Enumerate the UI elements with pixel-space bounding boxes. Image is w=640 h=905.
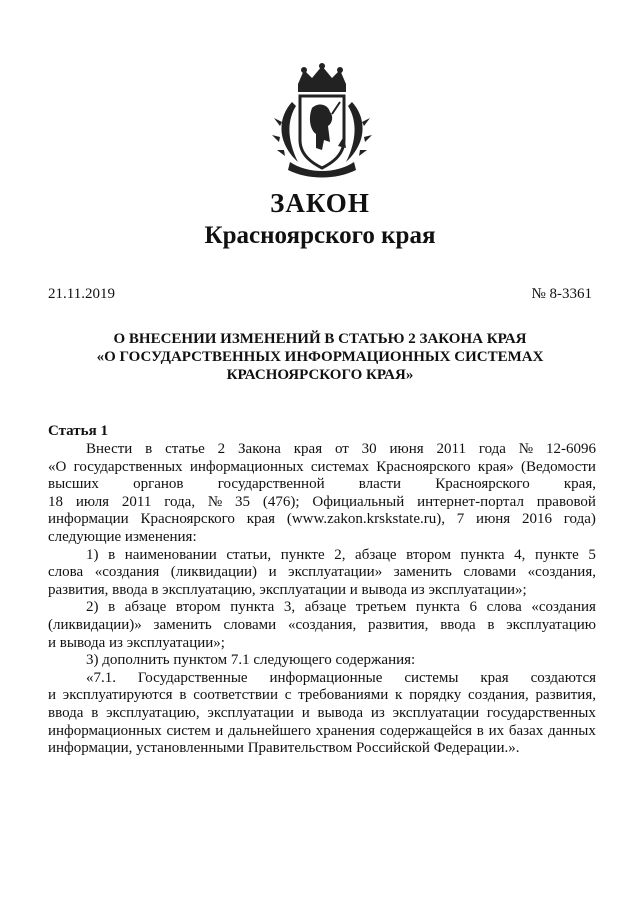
body-word: пункта <box>415 599 460 616</box>
body-word: к <box>395 687 403 704</box>
body-word: развития, <box>368 616 429 633</box>
body-word: 2016 <box>522 511 552 528</box>
body-word: в <box>476 722 484 739</box>
body-text: 3) дополнить пунктом 7.1 следующего содержания: <box>86 652 416 669</box>
body-word: 2, <box>334 546 346 563</box>
body-word: 2) <box>86 599 99 616</box>
heading-line: О ВНЕСЕНИИ ИЗМЕНЕНИЙ В СТАТЬЮ 2 ЗАКОНА КРАЯ <box>113 331 527 347</box>
body-word: информационные <box>269 669 383 686</box>
body-word: статьи, <box>226 546 272 563</box>
body-word: заменить <box>393 564 452 581</box>
body-word: от <box>334 441 349 457</box>
document-date: 21.11.2019 <box>48 286 115 302</box>
body-word: года, <box>164 493 196 510</box>
body-word: эксплуатируются <box>62 687 173 704</box>
article-title: Статья 1 <box>48 423 108 439</box>
body-word: создания, <box>467 687 529 704</box>
body-text: развития, ввода в эксплуатацию, эксплуатации и вывода из эксплуатации»; <box>48 581 527 598</box>
body-word: (ликвидации)» <box>48 616 142 633</box>
body-word: с <box>284 687 292 704</box>
body-word: системы <box>404 669 459 686</box>
body-word: хранения <box>315 722 376 739</box>
body-word: наименовании <box>124 546 217 563</box>
body-word: 6 <box>469 599 477 616</box>
body-word: втором <box>406 546 451 563</box>
body-text: следующие изменения: <box>48 528 197 545</box>
body-word: государственных <box>73 458 183 475</box>
body-word: края, <box>563 476 596 493</box>
body-word: третьем <box>355 599 407 616</box>
body-word: «создания, <box>287 616 357 633</box>
body-word: в <box>145 441 153 457</box>
body-word: высших <box>48 476 99 493</box>
body-word: эксплуатации <box>392 704 480 721</box>
document-number: № 8-3361 <box>531 286 592 302</box>
heading-line: КРАСНОЯРСКОГО КРАЯ» <box>226 367 414 383</box>
body-word: ввода <box>48 704 84 721</box>
body-line <box>48 635 596 653</box>
body-word: Закона <box>238 441 281 457</box>
law-heading <box>0 330 640 384</box>
body-line <box>48 617 596 635</box>
body-word: заменить <box>153 616 212 633</box>
body-word: абзаце <box>304 599 347 616</box>
body-word: 7 <box>456 511 465 528</box>
body-word: информационных <box>48 722 162 739</box>
body-word: 1) <box>86 546 99 563</box>
body-word: 18 <box>48 493 63 510</box>
body-word: власти <box>358 476 402 493</box>
body-word: года <box>478 441 506 457</box>
body-word: «7.1. <box>86 669 116 686</box>
body-line <box>48 723 596 741</box>
document-title: ЗАКОН <box>270 188 370 218</box>
body-word: органов <box>133 476 184 493</box>
body-word: слова <box>486 599 522 616</box>
body-line <box>48 476 596 494</box>
body-word: из <box>370 704 385 721</box>
body-word: информационных <box>189 458 304 475</box>
body-word: развития, <box>535 687 596 704</box>
body-word: 3, <box>283 599 296 616</box>
body-word: края» <box>477 458 514 475</box>
body-word: государственных <box>486 704 596 721</box>
body-word: базах <box>508 722 544 739</box>
body-line <box>48 687 596 705</box>
body-word: «О <box>48 458 67 475</box>
body-line <box>48 705 596 723</box>
body-word: дальнейшего <box>228 722 311 739</box>
body-word: в <box>108 546 116 563</box>
body-line <box>48 740 596 758</box>
body-word: «создания <box>94 564 160 581</box>
body-word: в <box>91 704 99 721</box>
body-word: края <box>480 669 509 686</box>
body-word: государственной <box>217 476 325 493</box>
body-text: информации, установленными Правительством Российской Федерации.». <box>48 740 520 757</box>
body-line <box>48 529 596 547</box>
body-word: в <box>487 616 495 633</box>
body-line <box>48 564 596 582</box>
body-word: края <box>293 441 323 457</box>
body-word: интернет-портал <box>417 493 524 510</box>
body-word: эксплуатацию <box>506 616 596 633</box>
body-word: (Ведомости <box>521 458 596 475</box>
body-word: создаются <box>530 669 596 686</box>
body-word: края <box>246 511 276 528</box>
body-line <box>48 652 596 670</box>
document-subtitle: Красноярского края <box>204 222 436 249</box>
body-word: года) <box>563 511 596 528</box>
body-word: словами <box>463 564 517 581</box>
body-word: эксплуатации <box>207 704 294 721</box>
body-word: их <box>488 722 505 739</box>
body-word: в <box>179 687 187 704</box>
body-line <box>48 599 596 617</box>
body-word: статье <box>165 441 205 457</box>
body-word: абзаце <box>124 599 167 616</box>
body-word: системах <box>310 458 369 475</box>
body-word: эксплуатацию, <box>106 704 200 721</box>
body-word: 12-6096 <box>545 441 596 457</box>
body-word: эксплуатации» <box>288 564 383 581</box>
body-word: (476); <box>262 493 300 510</box>
body-word: систем <box>166 722 211 739</box>
body-word: и <box>48 687 57 704</box>
body-word: июня <box>389 441 424 457</box>
body-word: № <box>207 493 223 510</box>
body-word: и <box>301 704 310 721</box>
body-line <box>48 582 596 600</box>
body-word: ввода <box>440 616 476 633</box>
body-word: данных <box>547 722 596 739</box>
body-word: и <box>268 564 277 581</box>
body-word: 2011 <box>436 441 466 457</box>
body-word: 35 <box>235 493 251 510</box>
body-word: июля <box>75 493 110 510</box>
body-word: пункте <box>534 546 579 563</box>
body-word: и <box>215 722 224 739</box>
body-word: правовой <box>536 493 596 510</box>
coat-of-arms-emblem <box>268 62 376 180</box>
body-word: 2 <box>217 441 226 457</box>
body-word: пункта <box>230 599 275 616</box>
body-text: и вывода из эксплуатации»; <box>48 634 225 651</box>
body-word: требованиями <box>298 687 389 704</box>
body-word: слова <box>48 564 84 581</box>
body-line <box>48 670 596 688</box>
body-line <box>48 441 596 459</box>
body-word: вывода <box>317 704 364 721</box>
body-word: порядку <box>409 687 462 704</box>
body-word: Красноярского <box>376 458 471 475</box>
body-word: Внести <box>86 441 133 457</box>
article-body <box>48 441 596 758</box>
body-word: пункта <box>460 546 505 563</box>
body-line <box>48 547 596 565</box>
body-word: Государственные <box>137 669 248 686</box>
body-word: «создания, <box>527 564 596 581</box>
body-word: абзаце <box>355 546 397 563</box>
body-line <box>48 459 596 477</box>
body-word: информации <box>48 511 129 528</box>
body-line <box>48 511 596 529</box>
body-word: (ликвидации) <box>170 564 258 581</box>
body-word: Красноярского <box>140 511 235 528</box>
heading-line: «О ГОСУДАРСТВЕННЫХ ИНФОРМАЦИОННЫХ СИСТЕМАХ <box>96 349 544 365</box>
body-word: в <box>108 599 116 616</box>
body-word: Красноярского <box>435 476 530 493</box>
body-word: словами <box>223 616 277 633</box>
body-word: 2011 <box>121 493 152 510</box>
body-word: пункте <box>280 546 325 563</box>
body-word: содержащейся <box>379 722 473 739</box>
body-word: (www.zakon.krskstate.ru), <box>286 511 445 528</box>
body-word: 30 <box>361 441 377 457</box>
body-word: 4, <box>514 546 526 563</box>
body-word: июня <box>476 511 511 528</box>
body-word: втором <box>175 599 221 616</box>
body-word: Официальный <box>312 493 405 510</box>
body-word: соответствии <box>193 687 278 704</box>
body-line <box>48 494 596 512</box>
body-word: № <box>518 441 534 457</box>
body-word: «создания <box>531 599 596 616</box>
body-word: 5 <box>588 546 596 563</box>
